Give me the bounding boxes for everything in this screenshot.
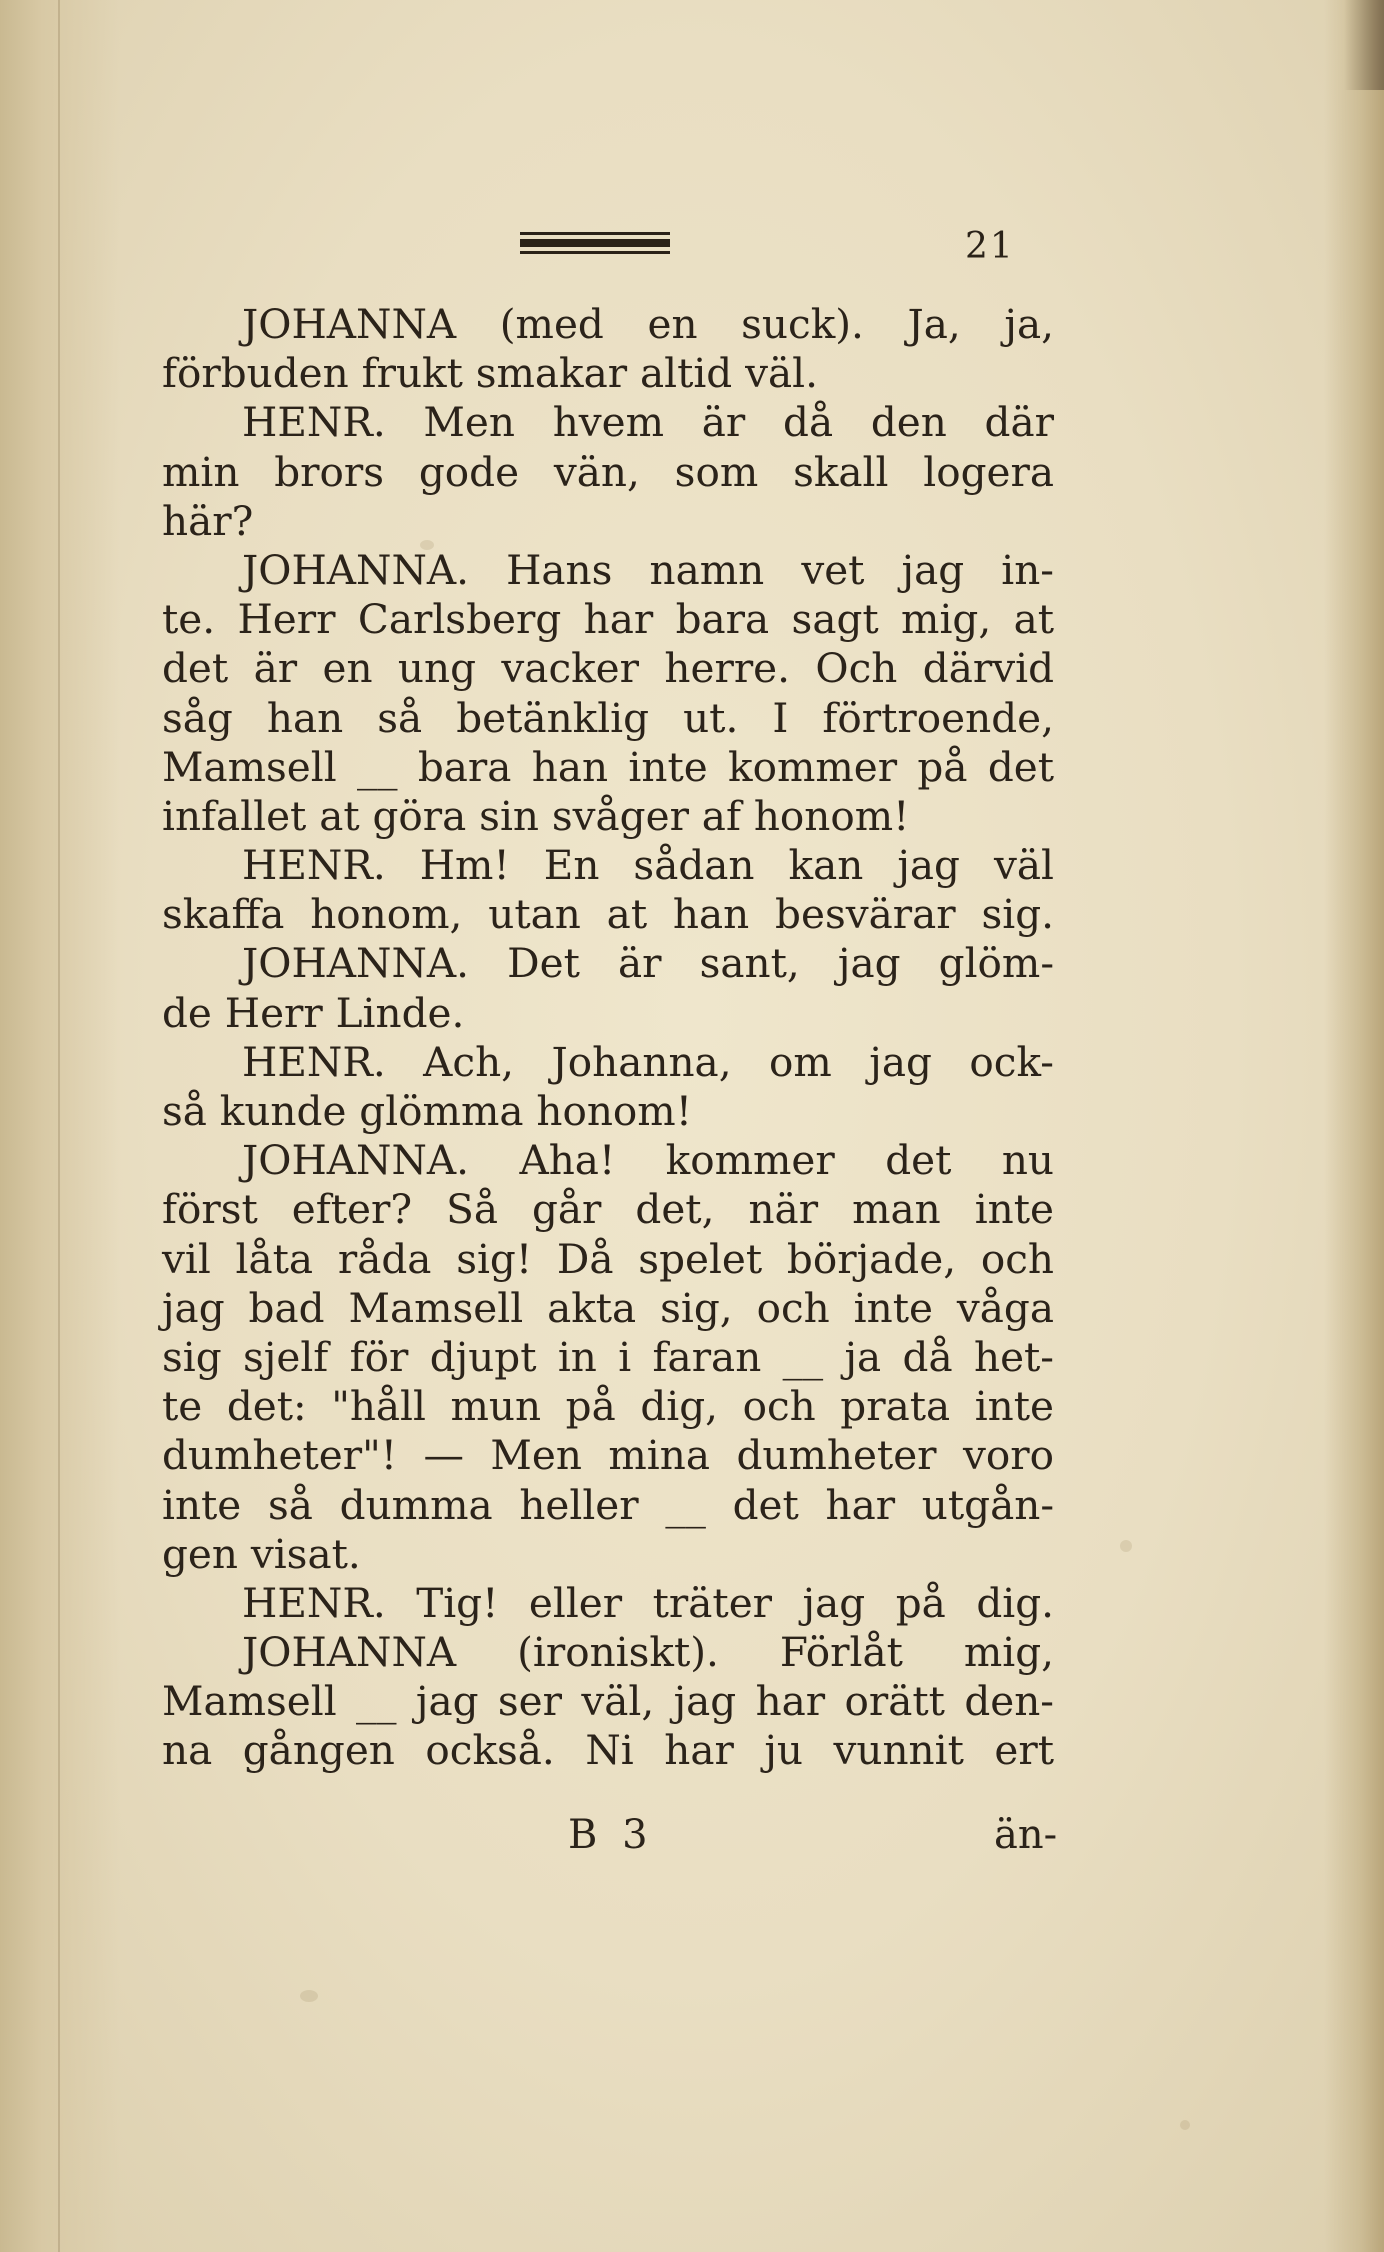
page-edge	[1324, 0, 1384, 2252]
text-line: JOHANNA (ironiskt). Förlåt mig,	[242, 1628, 1054, 1677]
text-line: te det: "håll mun på dig, och prata inte	[162, 1382, 1054, 1431]
text-line: förbuden frukt smakar altid väl.	[162, 349, 818, 398]
text-line: JOHANNA. Aha! kommer det nu	[242, 1136, 1054, 1185]
page-number: 21	[965, 226, 1015, 267]
text-line: Mamsell __ bara han inte kommer på det	[162, 742, 1054, 791]
signature-mark: B 3	[568, 1812, 654, 1858]
text-line: HENR. Ach, Johanna, om jag ock-	[242, 1037, 1054, 1086]
text-line: här?	[162, 496, 254, 545]
text-line: de Herr Linde.	[162, 988, 465, 1037]
text-line: HENR. Hm! En sådan kan jag väl	[242, 841, 1054, 890]
text-line: na gången också. Ni har ju vunnit ert	[162, 1726, 1054, 1775]
foxing-spot	[1120, 1540, 1132, 1552]
text-line: sig sjelf för djupt in i faran __ ja då het-	[162, 1332, 1054, 1381]
text-line: gen visat.	[162, 1529, 361, 1578]
text-line: Mamsell __ jag ser väl, jag har orätt den-	[162, 1677, 1054, 1726]
binding-gutter	[0, 0, 120, 2252]
text-line: det är en ung vacker herre. Och därvid	[162, 644, 1054, 693]
text-line: inte så dumma heller __ det har utgån-	[162, 1480, 1054, 1529]
text-line: skaffa honom, utan at han besvärar sig.	[162, 890, 1054, 939]
corner-shadow	[1344, 0, 1384, 90]
text-line: JOHANNA (med en suck). Ja, ja,	[242, 300, 1054, 348]
catchword: än-	[994, 1812, 1058, 1858]
body-text	[162, 300, 1054, 1776]
text-line: HENR. Men hvem är då den där	[242, 398, 1054, 447]
header-ornament-rule	[520, 232, 670, 254]
text-line: jag bad Mamsell akta sig, och inte våga	[162, 1283, 1054, 1332]
foxing-spot	[300, 1990, 318, 2002]
text-line: JOHANNA. Hans namn vet jag in-	[242, 545, 1054, 594]
foxing-spot	[1180, 2120, 1190, 2130]
text-line: JOHANNA. Det är sant, jag glöm-	[242, 939, 1054, 988]
text-line: först efter? Så går det, när man inte	[162, 1185, 1054, 1234]
text-line: te. Herr Carlsberg har bara sagt mig, at	[162, 595, 1054, 644]
text-line: så kunde glömma honom!	[162, 1087, 692, 1135]
page-fold	[58, 0, 60, 2252]
text-line: min brors gode vän, som skall logera	[162, 447, 1054, 496]
text-line: dumheter"! — Men mina dumheter voro	[162, 1431, 1054, 1480]
text-line: HENR. Tig! eller träter jag på dig.	[242, 1578, 1054, 1627]
text-line: infallet at göra sin svåger af honom!	[162, 791, 910, 840]
text-line: vil låta råda sig! Då spelet började, och	[162, 1234, 1054, 1283]
text-line: såg han så betänklig ut. I förtroende,	[162, 693, 1054, 742]
